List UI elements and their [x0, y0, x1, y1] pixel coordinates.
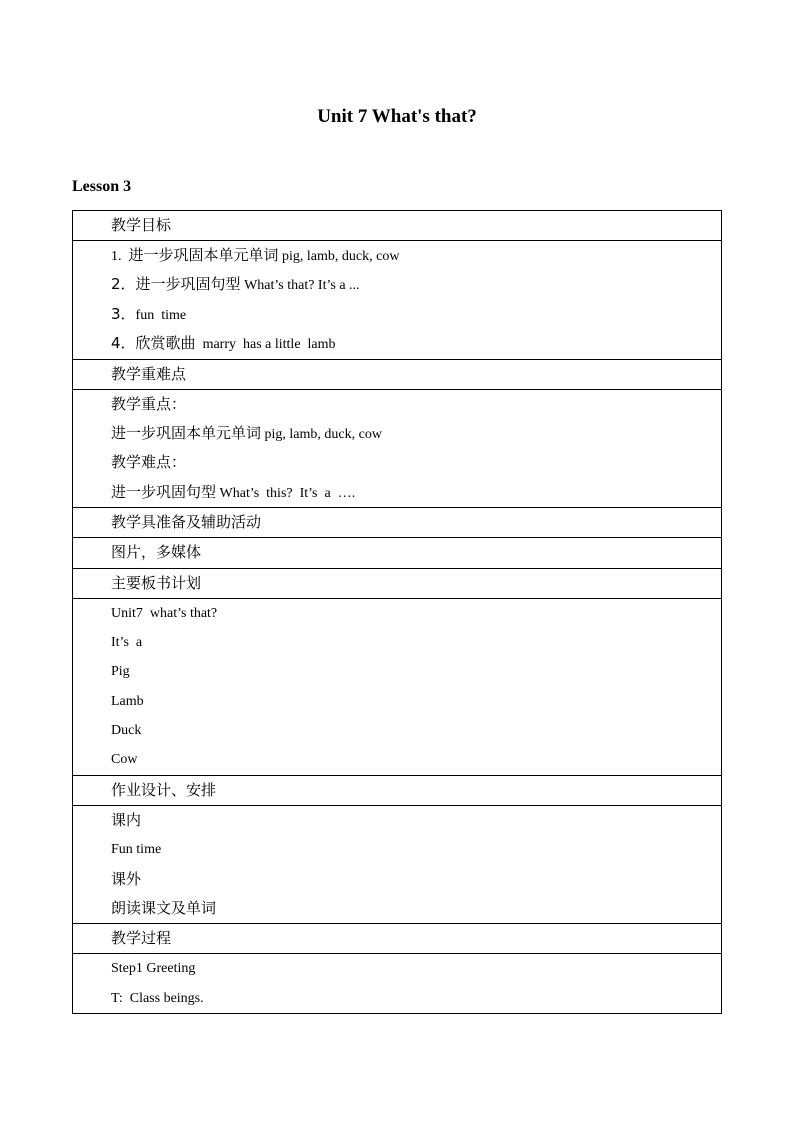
content-line: [111, 538, 721, 567]
content-line: [111, 478, 721, 507]
content-line: [111, 954, 721, 983]
lesson-heading: Lesson 3: [72, 178, 132, 195]
content-line: [111, 894, 721, 923]
content-text: Cow: [111, 752, 138, 768]
content-text: It’s a: [111, 634, 143, 650]
content-line: [111, 687, 721, 716]
content-text: What’s that? It’s a ...: [240, 278, 360, 294]
section-heading-cell: [73, 924, 722, 954]
content-text: 欣赏歌曲: [135, 334, 196, 353]
document-title: Unit 7 What's that?: [317, 106, 477, 127]
section-content-cell: [73, 805, 722, 924]
content-line: [111, 270, 721, 299]
section-heading-cell: [73, 568, 722, 598]
content-line: [111, 599, 721, 628]
section-heading: 教学重难点: [111, 364, 187, 383]
content-line: [111, 300, 721, 329]
content-text: 朗读课文及单词: [111, 899, 217, 918]
section-content-row: [73, 241, 722, 360]
content-text: Pig: [111, 664, 130, 680]
section-content-row: [73, 954, 722, 1014]
section-heading-cell: [73, 508, 722, 538]
lesson-plan-body: [73, 211, 722, 1014]
section-heading: 教学过程: [111, 929, 172, 948]
section-heading: 教学目标: [111, 216, 172, 234]
content-text: Fun time: [111, 842, 162, 858]
content-line: [111, 865, 721, 894]
content-text: What’s this? It’s a ….: [216, 485, 356, 501]
content-text: 进一步巩固句型: [135, 275, 241, 294]
content-text: 进一步巩固本单元单词: [111, 423, 262, 442]
content-text: 课外: [111, 869, 142, 888]
section-content-cell: [73, 389, 722, 508]
section-content-cell: [73, 954, 722, 1014]
content-text: 进一步巩固句型: [111, 482, 217, 501]
content-text: 3．: [111, 304, 136, 323]
content-text: Duck: [111, 723, 142, 739]
content-text: 4．: [111, 334, 136, 353]
section-heading-cell: [73, 211, 722, 241]
content-line: [111, 745, 721, 774]
content-text: 图片，多媒体: [111, 543, 202, 562]
content-text: Unit7 what’s that?: [111, 605, 218, 621]
section-heading: 主要板书计划: [111, 573, 202, 592]
content-line: [111, 628, 721, 657]
content-text: pig, lamb, duck, cow: [261, 426, 382, 442]
content-text: 2．: [111, 275, 136, 294]
content-text: 进一步巩固本单元单词: [128, 246, 279, 264]
lesson-plan-table: [72, 210, 722, 1014]
content-text: T: Class beings.: [111, 990, 204, 1006]
content-line: [111, 390, 721, 419]
section-heading-row: [73, 568, 722, 598]
section-content-cell: [73, 598, 722, 775]
section-heading: 作业设计、安排: [111, 780, 217, 799]
content-line: [111, 657, 721, 686]
content-text: 课内: [111, 810, 142, 829]
section-heading-row: [73, 359, 722, 389]
section-content-row: [73, 389, 722, 508]
content-line: [111, 329, 721, 358]
section-heading-cell: [73, 775, 722, 805]
section-heading: 教学具准备及辅助活动: [111, 513, 262, 532]
section-content-row: [73, 805, 722, 924]
content-line: [111, 984, 721, 1013]
content-text: 教学重点：: [111, 394, 187, 413]
content-line: [111, 241, 721, 270]
section-heading-cell: [73, 359, 722, 389]
section-content-cell: [73, 538, 722, 568]
content-text: 教学难点：: [111, 453, 187, 472]
section-heading-row: [73, 775, 722, 805]
content-text: fun time: [135, 307, 187, 323]
section-heading-row: [73, 924, 722, 954]
section-heading-row: [73, 508, 722, 538]
section-heading-row: [73, 211, 722, 241]
section-content-row: [73, 538, 722, 568]
content-text: 1.: [111, 249, 129, 264]
content-text: Step1 Greeting: [111, 961, 196, 977]
content-line: [111, 835, 721, 864]
content-text: Lamb: [111, 693, 144, 709]
content-line: [111, 806, 721, 835]
content-text: pig, lamb, duck, cow: [278, 249, 400, 264]
content-text: marry has a little lamb: [195, 337, 336, 353]
content-line: [111, 448, 721, 477]
section-content-row: [73, 598, 722, 775]
section-content-cell: [73, 241, 722, 360]
content-line: [111, 419, 721, 448]
content-line: [111, 716, 721, 745]
